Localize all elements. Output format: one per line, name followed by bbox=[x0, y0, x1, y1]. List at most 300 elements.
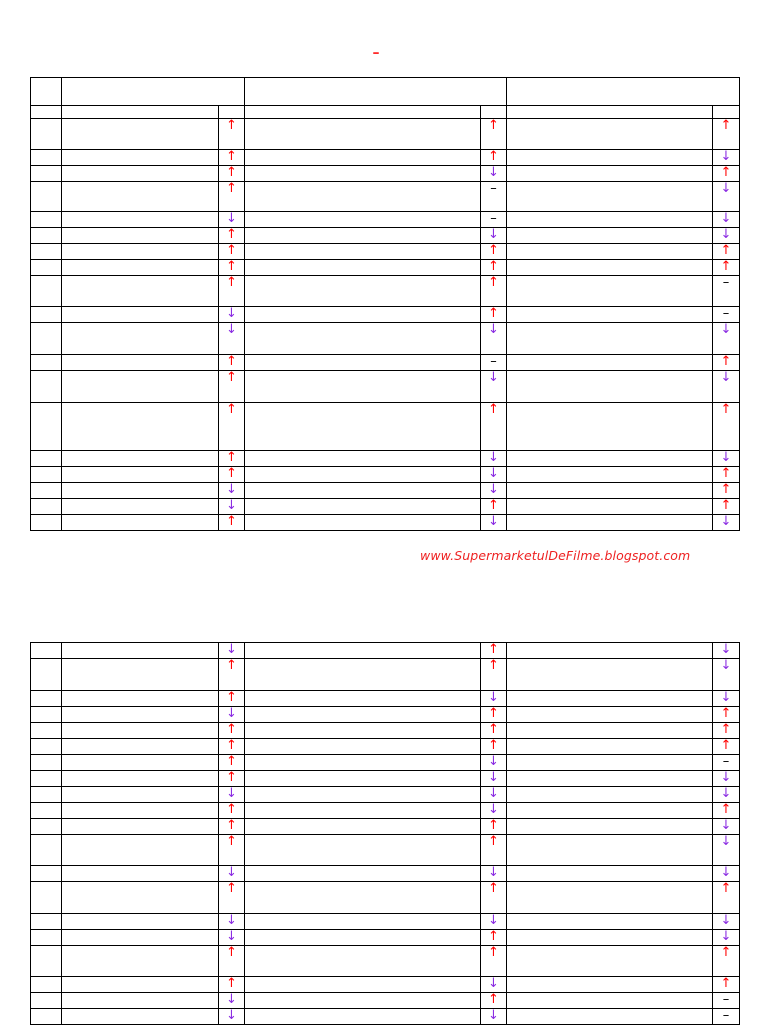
trend-arrow-b: ↑ bbox=[481, 723, 507, 739]
text-cell-b bbox=[245, 993, 481, 1009]
index-cell bbox=[31, 914, 62, 930]
text-cell-a bbox=[62, 882, 219, 914]
trend-arrow-b: ↓ bbox=[481, 515, 507, 531]
index-cell bbox=[31, 212, 62, 228]
text-cell-b bbox=[245, 150, 481, 166]
text-cell-a bbox=[62, 182, 219, 212]
trend-arrow-b: ↑ bbox=[481, 819, 507, 835]
text-cell-a bbox=[62, 739, 219, 755]
trend-arrow-c: ↑ bbox=[713, 483, 740, 499]
text-cell-c bbox=[507, 723, 713, 739]
trend-arrow-a: ↓ bbox=[219, 993, 245, 1009]
text-cell-a bbox=[62, 212, 219, 228]
table-1-header-row bbox=[31, 78, 740, 106]
subheader-cell bbox=[219, 106, 245, 119]
text-cell-b bbox=[245, 755, 481, 771]
text-cell-c bbox=[507, 803, 713, 819]
text-cell-c bbox=[507, 119, 713, 150]
table-row bbox=[31, 739, 740, 755]
table-row bbox=[31, 866, 740, 882]
trend-arrow-b: ↓ bbox=[481, 771, 507, 787]
text-cell-a bbox=[62, 771, 219, 787]
trend-arrow-a: ↓ bbox=[219, 307, 245, 323]
trend-arrow-a: ↑ bbox=[219, 166, 245, 182]
index-cell bbox=[31, 977, 62, 993]
header-column-c bbox=[507, 78, 740, 106]
text-cell-b bbox=[245, 244, 481, 260]
text-cell-b bbox=[245, 276, 481, 307]
trend-arrow-b: ↑ bbox=[481, 739, 507, 755]
trend-arrow-c: ↓ bbox=[713, 228, 740, 244]
trend-arrow-c: ↓ bbox=[713, 643, 740, 659]
text-cell-c bbox=[507, 739, 713, 755]
text-cell-b bbox=[245, 977, 481, 993]
table-row bbox=[31, 166, 740, 182]
text-cell-a bbox=[62, 659, 219, 691]
text-cell-c bbox=[507, 307, 713, 323]
table-row bbox=[31, 228, 740, 244]
trend-arrow-b: ↑ bbox=[481, 119, 507, 150]
table-row bbox=[31, 403, 740, 451]
trend-arrow-b: ↑ bbox=[481, 499, 507, 515]
text-cell-c bbox=[507, 882, 713, 914]
trend-arrow-a: ↑ bbox=[219, 882, 245, 914]
trend-arrow-b: ↑ bbox=[481, 643, 507, 659]
trend-arrow-c: ↓ bbox=[713, 323, 740, 355]
trend-arrow-a: ↑ bbox=[219, 977, 245, 993]
table-row bbox=[31, 819, 740, 835]
trend-arrow-b: ↓ bbox=[481, 977, 507, 993]
text-cell-c bbox=[507, 403, 713, 451]
table-row bbox=[31, 371, 740, 403]
trend-arrow-c: ↑ bbox=[713, 119, 740, 150]
text-cell-b bbox=[245, 659, 481, 691]
trend-arrow-b: ↑ bbox=[481, 260, 507, 276]
trend-arrow-b: ↑ bbox=[481, 993, 507, 1009]
index-cell bbox=[31, 723, 62, 739]
text-cell-a bbox=[62, 946, 219, 977]
text-cell-b bbox=[245, 451, 481, 467]
trend-arrow-c: ↓ bbox=[713, 150, 740, 166]
trend-arrow-b: ↑ bbox=[481, 835, 507, 866]
text-cell-a bbox=[62, 499, 219, 515]
table-row bbox=[31, 771, 740, 787]
trend-arrow-a: ↓ bbox=[219, 643, 245, 659]
trend-arrow-b: ↑ bbox=[481, 930, 507, 946]
trend-arrow-b: ↑ bbox=[481, 307, 507, 323]
trend-arrow-c: ↑ bbox=[713, 244, 740, 260]
index-cell bbox=[31, 787, 62, 803]
text-cell-b bbox=[245, 260, 481, 276]
table-1-subheader-row bbox=[31, 106, 740, 119]
text-cell-c bbox=[507, 835, 713, 866]
trend-arrow-a: ↑ bbox=[219, 403, 245, 451]
trend-arrow-b: ↓ bbox=[481, 691, 507, 707]
trend-arrow-c: ↑ bbox=[713, 882, 740, 914]
trend-arrow-a: ↓ bbox=[219, 212, 245, 228]
trend-arrow-c: ↓ bbox=[713, 835, 740, 866]
table-row bbox=[31, 882, 740, 914]
trend-arrow-c: ↑ bbox=[713, 403, 740, 451]
text-cell-b bbox=[245, 866, 481, 882]
index-cell bbox=[31, 866, 62, 882]
text-cell-a bbox=[62, 977, 219, 993]
table-row bbox=[31, 483, 740, 499]
index-cell bbox=[31, 803, 62, 819]
text-cell-a bbox=[62, 467, 219, 483]
text-cell-c bbox=[507, 946, 713, 977]
text-cell-c bbox=[507, 914, 713, 930]
trend-arrow-b: ↓ bbox=[481, 323, 507, 355]
trend-arrow-a: ↑ bbox=[219, 659, 245, 691]
text-cell-a bbox=[62, 993, 219, 1009]
index-cell bbox=[31, 659, 62, 691]
text-cell-c bbox=[507, 371, 713, 403]
table-row bbox=[31, 307, 740, 323]
text-cell-c bbox=[507, 260, 713, 276]
subheader-cell bbox=[31, 106, 62, 119]
index-cell bbox=[31, 946, 62, 977]
text-cell-a bbox=[62, 307, 219, 323]
trend-arrow-c: – bbox=[713, 993, 740, 1009]
trend-arrow-c: – bbox=[713, 1009, 740, 1025]
trend-arrow-a: ↑ bbox=[219, 467, 245, 483]
text-cell-c bbox=[507, 930, 713, 946]
trend-arrow-b: ↑ bbox=[481, 882, 507, 914]
trend-arrow-c: ↑ bbox=[713, 467, 740, 483]
index-cell bbox=[31, 771, 62, 787]
trend-arrow-a: ↑ bbox=[219, 946, 245, 977]
index-cell bbox=[31, 371, 62, 403]
trend-arrow-a: ↑ bbox=[219, 691, 245, 707]
trend-arrow-b: ↑ bbox=[481, 276, 507, 307]
index-cell bbox=[31, 323, 62, 355]
trend-arrow-b: ↑ bbox=[481, 946, 507, 977]
trend-arrow-b: ↑ bbox=[481, 707, 507, 723]
table-row bbox=[31, 755, 740, 771]
trend-arrow-c: – bbox=[713, 307, 740, 323]
header-column-a bbox=[62, 78, 245, 106]
text-cell-b bbox=[245, 212, 481, 228]
text-cell-b bbox=[245, 515, 481, 531]
text-cell-a bbox=[62, 451, 219, 467]
text-cell-b bbox=[245, 882, 481, 914]
text-cell-c bbox=[507, 707, 713, 723]
index-cell bbox=[31, 244, 62, 260]
text-cell-b bbox=[245, 307, 481, 323]
trend-arrow-b: ↓ bbox=[481, 866, 507, 882]
trend-arrow-a: ↓ bbox=[219, 707, 245, 723]
trend-arrow-a: ↑ bbox=[219, 819, 245, 835]
trend-arrow-a: ↑ bbox=[219, 150, 245, 166]
text-cell-c bbox=[507, 228, 713, 244]
trend-arrow-c: ↑ bbox=[713, 946, 740, 977]
text-cell-b bbox=[245, 691, 481, 707]
trend-arrow-a: ↑ bbox=[219, 276, 245, 307]
index-cell bbox=[31, 739, 62, 755]
trend-arrow-b: ↓ bbox=[481, 451, 507, 467]
text-cell-a bbox=[62, 119, 219, 150]
text-cell-c bbox=[507, 166, 713, 182]
table-row bbox=[31, 260, 740, 276]
text-cell-c bbox=[507, 212, 713, 228]
trend-arrow-c: ↓ bbox=[713, 787, 740, 803]
trend-arrow-c: ↓ bbox=[713, 771, 740, 787]
comparison-table-1 bbox=[30, 77, 740, 531]
table-row bbox=[31, 1009, 740, 1025]
index-cell bbox=[31, 150, 62, 166]
text-cell-c bbox=[507, 819, 713, 835]
index-cell bbox=[31, 755, 62, 771]
index-cell bbox=[31, 930, 62, 946]
trend-arrow-b: ↓ bbox=[481, 803, 507, 819]
text-cell-c bbox=[507, 276, 713, 307]
text-cell-b bbox=[245, 371, 481, 403]
text-cell-a bbox=[62, 1009, 219, 1025]
text-cell-b bbox=[245, 483, 481, 499]
trend-arrow-c: ↑ bbox=[713, 707, 740, 723]
text-cell-b bbox=[245, 166, 481, 182]
subheader-cell bbox=[245, 106, 481, 119]
text-cell-b bbox=[245, 403, 481, 451]
index-cell bbox=[31, 819, 62, 835]
text-cell-b bbox=[245, 467, 481, 483]
table-row bbox=[31, 119, 740, 150]
trend-arrow-c: ↓ bbox=[713, 930, 740, 946]
text-cell-b bbox=[245, 946, 481, 977]
text-cell-b bbox=[245, 835, 481, 866]
trend-arrow-b: – bbox=[481, 355, 507, 371]
index-cell bbox=[31, 119, 62, 150]
text-cell-b bbox=[245, 182, 481, 212]
index-cell bbox=[31, 166, 62, 182]
text-cell-b bbox=[245, 707, 481, 723]
trend-arrow-c: ↓ bbox=[713, 515, 740, 531]
text-cell-c bbox=[507, 755, 713, 771]
index-cell bbox=[31, 499, 62, 515]
trend-arrow-c: ↓ bbox=[713, 212, 740, 228]
text-cell-b bbox=[245, 930, 481, 946]
table-row bbox=[31, 182, 740, 212]
subheader-cell bbox=[713, 106, 740, 119]
subheader-cell bbox=[62, 106, 219, 119]
trend-arrow-a: ↑ bbox=[219, 228, 245, 244]
index-cell bbox=[31, 993, 62, 1009]
trend-arrow-b: ↓ bbox=[481, 371, 507, 403]
text-cell-a bbox=[62, 819, 219, 835]
index-cell bbox=[31, 467, 62, 483]
trend-arrow-b: ↑ bbox=[481, 150, 507, 166]
trend-arrow-c: – bbox=[713, 755, 740, 771]
trend-arrow-b: ↑ bbox=[481, 659, 507, 691]
index-cell bbox=[31, 1009, 62, 1025]
index-cell bbox=[31, 182, 62, 212]
index-cell bbox=[31, 691, 62, 707]
table-row bbox=[31, 723, 740, 739]
text-cell-c bbox=[507, 323, 713, 355]
trend-arrow-b: ↓ bbox=[481, 755, 507, 771]
trend-arrow-c: ↑ bbox=[713, 355, 740, 371]
text-cell-c bbox=[507, 483, 713, 499]
text-cell-c bbox=[507, 977, 713, 993]
text-cell-a bbox=[62, 403, 219, 451]
trend-arrow-a: ↑ bbox=[219, 182, 245, 212]
text-cell-b bbox=[245, 914, 481, 930]
table-row bbox=[31, 835, 740, 866]
trend-arrow-a: ↑ bbox=[219, 771, 245, 787]
trend-arrow-c: ↓ bbox=[713, 866, 740, 882]
trend-arrow-a: ↑ bbox=[219, 755, 245, 771]
trend-arrow-c: ↑ bbox=[713, 166, 740, 182]
text-cell-a bbox=[62, 355, 219, 371]
text-cell-c bbox=[507, 515, 713, 531]
page-header-dash: – bbox=[372, 45, 380, 61]
text-cell-c bbox=[507, 993, 713, 1009]
trend-arrow-a: ↑ bbox=[219, 723, 245, 739]
table-row bbox=[31, 276, 740, 307]
table-row bbox=[31, 914, 740, 930]
table-row bbox=[31, 659, 740, 691]
text-cell-a bbox=[62, 515, 219, 531]
index-cell bbox=[31, 451, 62, 467]
trend-arrow-a: ↓ bbox=[219, 323, 245, 355]
text-cell-a bbox=[62, 866, 219, 882]
text-cell-c bbox=[507, 355, 713, 371]
index-cell bbox=[31, 643, 62, 659]
table-row bbox=[31, 787, 740, 803]
table-row bbox=[31, 977, 740, 993]
trend-arrow-a: ↑ bbox=[219, 260, 245, 276]
trend-arrow-b: ↓ bbox=[481, 914, 507, 930]
table-row bbox=[31, 643, 740, 659]
text-cell-c bbox=[507, 467, 713, 483]
text-cell-a bbox=[62, 914, 219, 930]
table-2-body bbox=[31, 643, 740, 1025]
table-row bbox=[31, 993, 740, 1009]
trend-arrow-c: ↓ bbox=[713, 451, 740, 467]
text-cell-a bbox=[62, 166, 219, 182]
index-cell bbox=[31, 228, 62, 244]
trend-arrow-a: ↓ bbox=[219, 787, 245, 803]
table-row bbox=[31, 499, 740, 515]
table-row bbox=[31, 691, 740, 707]
text-cell-c bbox=[507, 691, 713, 707]
trend-arrow-b: ↓ bbox=[481, 467, 507, 483]
text-cell-c bbox=[507, 451, 713, 467]
text-cell-c bbox=[507, 150, 713, 166]
text-cell-a bbox=[62, 787, 219, 803]
text-cell-a bbox=[62, 371, 219, 403]
table-row bbox=[31, 150, 740, 166]
trend-arrow-c: ↓ bbox=[713, 819, 740, 835]
text-cell-a bbox=[62, 707, 219, 723]
trend-arrow-a: ↓ bbox=[219, 866, 245, 882]
trend-arrow-b: ↑ bbox=[481, 244, 507, 260]
trend-arrow-b: ↓ bbox=[481, 787, 507, 803]
text-cell-b bbox=[245, 819, 481, 835]
trend-arrow-a: ↓ bbox=[219, 499, 245, 515]
trend-arrow-c: ↑ bbox=[713, 260, 740, 276]
trend-arrow-a: ↑ bbox=[219, 803, 245, 819]
table-row bbox=[31, 803, 740, 819]
text-cell-c bbox=[507, 182, 713, 212]
trend-arrow-c: ↑ bbox=[713, 723, 740, 739]
table-row bbox=[31, 946, 740, 977]
text-cell-b bbox=[245, 228, 481, 244]
text-cell-a bbox=[62, 260, 219, 276]
comparison-table-2 bbox=[30, 642, 740, 1025]
text-cell-b bbox=[245, 1009, 481, 1025]
trend-arrow-c: ↑ bbox=[713, 803, 740, 819]
text-cell-a bbox=[62, 483, 219, 499]
trend-arrow-c: ↑ bbox=[713, 739, 740, 755]
table-row bbox=[31, 451, 740, 467]
text-cell-c bbox=[507, 866, 713, 882]
text-cell-c bbox=[507, 1009, 713, 1025]
text-cell-c bbox=[507, 771, 713, 787]
index-cell bbox=[31, 707, 62, 723]
table-row bbox=[31, 244, 740, 260]
index-cell bbox=[31, 260, 62, 276]
trend-arrow-a: ↓ bbox=[219, 1009, 245, 1025]
text-cell-b bbox=[245, 771, 481, 787]
trend-arrow-c: ↓ bbox=[713, 691, 740, 707]
subheader-cell bbox=[481, 106, 507, 119]
trend-arrow-b: ↓ bbox=[481, 228, 507, 244]
trend-arrow-b: ↓ bbox=[481, 166, 507, 182]
text-cell-c bbox=[507, 244, 713, 260]
index-cell bbox=[31, 403, 62, 451]
trend-arrow-a: ↓ bbox=[219, 930, 245, 946]
trend-arrow-c: ↓ bbox=[713, 914, 740, 930]
trend-arrow-a: ↓ bbox=[219, 483, 245, 499]
text-cell-a bbox=[62, 323, 219, 355]
text-cell-a bbox=[62, 930, 219, 946]
text-cell-b bbox=[245, 355, 481, 371]
text-cell-b bbox=[245, 323, 481, 355]
table-row bbox=[31, 515, 740, 531]
trend-arrow-c: ↓ bbox=[713, 659, 740, 691]
text-cell-c bbox=[507, 659, 713, 691]
trend-arrow-b: ↓ bbox=[481, 483, 507, 499]
trend-arrow-a: ↑ bbox=[219, 244, 245, 260]
text-cell-b bbox=[245, 739, 481, 755]
table-row bbox=[31, 323, 740, 355]
trend-arrow-c: ↓ bbox=[713, 371, 740, 403]
text-cell-a bbox=[62, 691, 219, 707]
text-cell-c bbox=[507, 499, 713, 515]
index-cell bbox=[31, 483, 62, 499]
trend-arrow-b: – bbox=[481, 182, 507, 212]
text-cell-b bbox=[245, 723, 481, 739]
trend-arrow-c: ↑ bbox=[713, 499, 740, 515]
text-cell-a bbox=[62, 723, 219, 739]
trend-arrow-a: ↑ bbox=[219, 119, 245, 150]
trend-arrow-a: ↑ bbox=[219, 355, 245, 371]
table-row bbox=[31, 212, 740, 228]
trend-arrow-a: ↓ bbox=[219, 914, 245, 930]
text-cell-a bbox=[62, 755, 219, 771]
table-row bbox=[31, 467, 740, 483]
text-cell-a bbox=[62, 228, 219, 244]
trend-arrow-b: ↑ bbox=[481, 403, 507, 451]
text-cell-b bbox=[245, 787, 481, 803]
trend-arrow-b: ↓ bbox=[481, 1009, 507, 1025]
text-cell-a bbox=[62, 643, 219, 659]
table-row bbox=[31, 355, 740, 371]
text-cell-a bbox=[62, 835, 219, 866]
text-cell-a bbox=[62, 244, 219, 260]
